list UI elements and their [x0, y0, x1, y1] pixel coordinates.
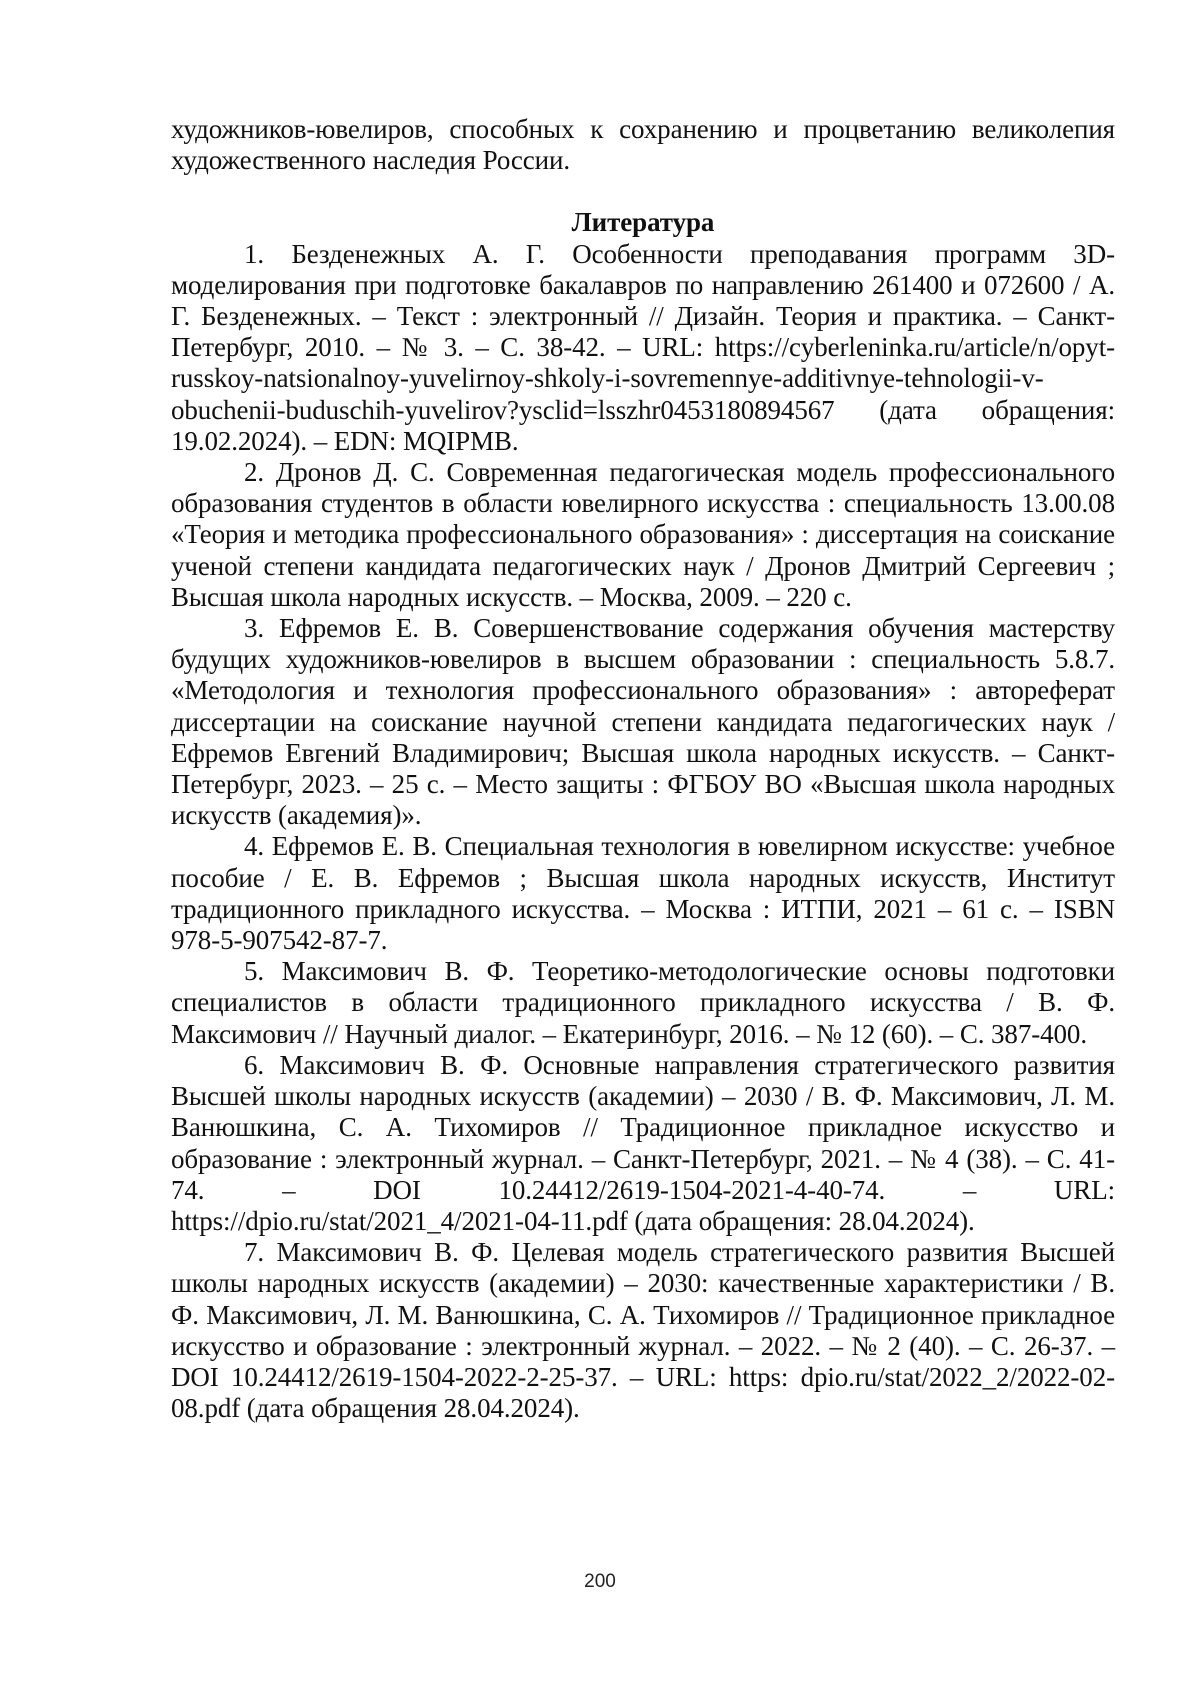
reference-item: [171, 831, 1115, 956]
reference-item: [171, 613, 1115, 831]
reference-number: 6.: [244, 1049, 265, 1080]
reference-text: Дронов Д. С. Современная педагогическая модель профессионального образования студентов в области ювелирного искусства : специальность 13.00.08 «Теория и методика профессионального образования» : диссертация на соискание ученой степени кандидата педагогических наук / Дронов Дмитрий Сергеевич ; Высшая школа народных искусств. – Москва, 2009. – 220 с.: [171, 457, 1115, 612]
page-number: 200: [584, 1571, 616, 1592]
reference-text: Ефремов Е. В. Специальная технология в ювелирном искусстве: учебное пособие / Е. В. Ефремов ; Высшая школа народных искусств, Институт традиционного прикладного искусства. – Москва : ИТПИ, 2021 – 61 с. – ISBN 978-5-907542-87-7.: [171, 831, 1115, 956]
reference-number: 3.: [244, 613, 265, 644]
reference-item: [171, 956, 1115, 1050]
references-heading: Литература: [571, 207, 715, 238]
reference-item: [171, 1050, 1115, 1237]
reference-number: 2.: [244, 457, 265, 488]
reference-item: [171, 239, 1115, 457]
reference-text: Ефремов Е. В. Совершенствование содержания обучения мастерству будущих художников-ювелиров в высшем образовании : специальность 5.8.7. «Методология и технология профессионального образования» : автореферат диссертации на соискание научной степени кандидата педагогических наук / Ефремов Евгений Владимирович; Высшая школа народных искусств. – Санкт-Петербург, 2023. – 25 с. – Место защиты : ФГБОУ ВО «Высшая школа народных искусств (академия)».: [171, 613, 1115, 831]
reference-item: [171, 457, 1115, 613]
intro-paragraph: художников-ювелиров, способных к сохранению и процветанию великолепия художественного наследия России.: [171, 114, 1115, 176]
page-body: [171, 114, 1115, 1424]
reference-number: 7.: [244, 1237, 265, 1268]
reference-number: 1.: [244, 238, 265, 269]
reference-text: Максимович В. Ф. Основные направления стратегического развития Высшей школы народных искусств (академии) – 2030 / В. Ф. Максимович, Л. М. Ванюшкина, С. А. Тихомиров // Традиционное прикладное искусство и образование : электронный журнал. – Санкт-Петербург, 2021. – № 4 (38). – С. 41-74. – DOI 10.24412/2619-1504-2021-4-40-74. – URL: https://dpio.ru/stat/2021_4/2021-04-11.pdf (дата обращения: 28.04.2024).: [171, 1049, 1115, 1236]
reference-text: Максимович В. Ф. Теоретико-методологические основы подготовки специалистов в области традиционного прикладного искусства / В. Ф. Максимович // Научный диалог. – Екатеринбург, 2016. – № 12 (60). – С. 387-400.: [171, 956, 1115, 1049]
reference-text: Безденежных А. Г. Особенности преподавания программ 3D-моделирования при подготовке бакалавров по направлению 261400 и 072600 / А. Г. Безденежных. – Текст : электронный // Дизайн. Теория и практика. – Санкт-Петербург, 2010. – № 3. – С. 38-42. – URL: https://cyberleninka.ru/article/n/opyt-russkoy-natsionalnoy-yuvelirnoy-shkoly-i-sovremennye-additivnye-tehnologii-v-obuchenii-buduschih-yuvelirov?ysclid=lsszhr0453180894567 (дата обращения: 19.02.2024). – EDN: MQIPMB.: [171, 238, 1115, 456]
reference-text: Максимович В. Ф. Целевая модель стратегического развития Высшей школы народных искусств (академии) – 2030: качественные характеристики / В. Ф. Максимович, Л. М. Ванюшкина, С. А. Тихомиров // Традиционное прикладное искусство и образование : электронный журнал. – 2022. – № 2 (40). – С. 26-37. – DOI 10.24412/2619-1504-2022-2-25-37. – URL: https: dpio.ru/stat/2022_2/2022-02-08.pdf (дата обращения 28.04.2024).: [171, 1237, 1115, 1424]
reference-number: 5.: [244, 956, 265, 987]
reference-number: 4.: [244, 831, 265, 862]
reference-item: [171, 1237, 1115, 1424]
